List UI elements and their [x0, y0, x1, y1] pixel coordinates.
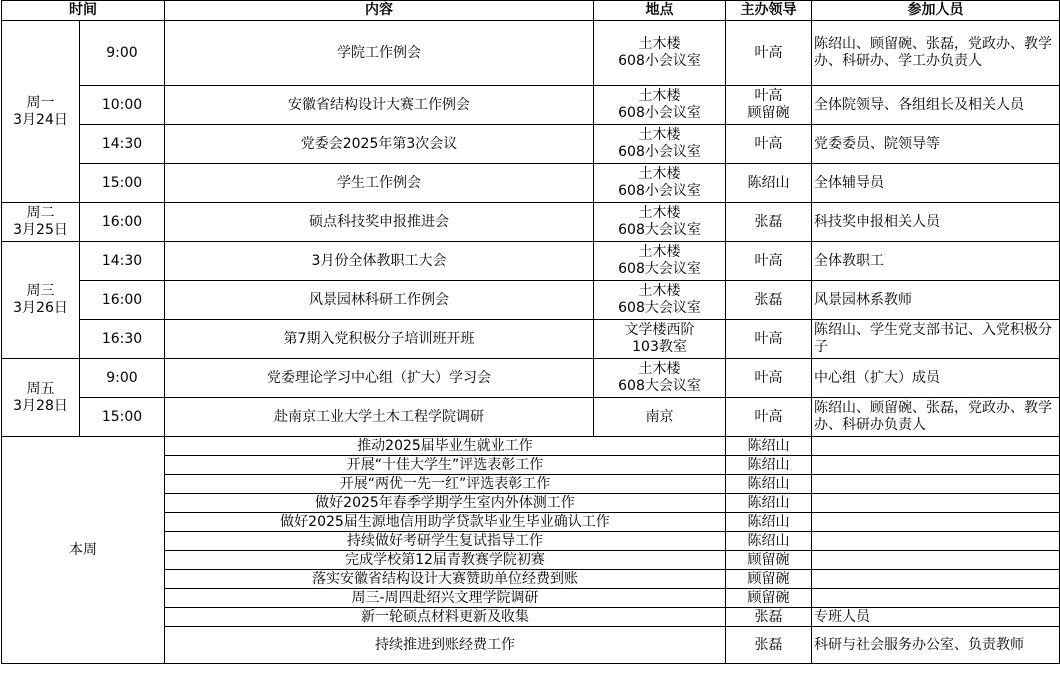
- content-cell: 学院工作例会: [165, 21, 594, 86]
- task-leader-cell: 陈绍山: [726, 532, 812, 551]
- task-row: [2, 437, 1060, 456]
- leader-cell: 叶高: [726, 359, 812, 398]
- task-leader-cell: 张磊: [726, 627, 812, 664]
- time-cell: 16:00: [80, 281, 165, 320]
- participants-cell: 陈绍山、顾留碗、张磊，党政办、教学办、科研办负责人: [812, 398, 1060, 437]
- time-cell: 15:00: [80, 164, 165, 203]
- location-cell: 土木楼 608大会议室: [594, 203, 726, 242]
- location-cell: 土木楼 608小会议室: [594, 125, 726, 164]
- leader-cell: 叶高: [726, 21, 812, 86]
- participants-cell: 全体教职工: [812, 242, 1060, 281]
- task-participants-cell: [812, 589, 1060, 608]
- content-cell: 学生工作例会: [165, 164, 594, 203]
- location-cell: 土木楼 608小会议室: [594, 86, 726, 125]
- leader-cell: 叶高: [726, 320, 812, 359]
- time-cell: 14:30: [80, 125, 165, 164]
- header-time: 时间: [2, 1, 165, 21]
- task-leader-cell: 陈绍山: [726, 494, 812, 513]
- task-leader-cell: 陈绍山: [726, 513, 812, 532]
- task-participants-cell: [812, 475, 1060, 494]
- task-participants-cell: [812, 532, 1060, 551]
- task-content-cell: 开展“十佳大学生”评选表彰工作: [165, 456, 726, 475]
- location-cell: 土木楼 608大会议室: [594, 281, 726, 320]
- participants-cell: 陈绍山、顾留碗、张磊，党政办、教学办、科研办、学工办负责人: [812, 21, 1060, 86]
- task-content-cell: 持续做好考研学生复试指导工作: [165, 532, 726, 551]
- task-content-cell: 开展“两优一先一红”评选表彰工作: [165, 475, 726, 494]
- task-participants-cell: [812, 551, 1060, 570]
- content-cell: 硕点科技奖申报推进会: [165, 203, 594, 242]
- location-cell: 土木楼 608大会议室: [594, 359, 726, 398]
- participants-cell: 陈绍山、学生党支部书记、入党积极分子: [812, 320, 1060, 359]
- time-cell: 10:00: [80, 86, 165, 125]
- content-cell: 风景园林科研工作例会: [165, 281, 594, 320]
- task-leader-cell: 顾留碗: [726, 589, 812, 608]
- time-cell: 14:30: [80, 242, 165, 281]
- task-leader-cell: 陈绍山: [726, 437, 812, 456]
- task-leader-cell: 顾留碗: [726, 570, 812, 589]
- table-row: [2, 125, 1060, 164]
- week-cell: 本周: [2, 437, 165, 664]
- task-content-cell: 落实安徽省结构设计大赛赞助单位经费到账: [165, 570, 726, 589]
- task-leader-cell: 顾留碗: [726, 551, 812, 570]
- content-cell: 安徽省结构设计大赛工作例会: [165, 86, 594, 125]
- table-row: [2, 320, 1060, 359]
- task-participants-cell: 专班人员: [812, 608, 1060, 627]
- task-content-cell: 新一轮硕点材料更新及收集: [165, 608, 726, 627]
- participants-cell: 风景园林系教师: [812, 281, 1060, 320]
- time-cell: 9:00: [80, 21, 165, 86]
- header-location: 地点: [594, 1, 726, 21]
- task-participants-cell: [812, 570, 1060, 589]
- leader-cell: 叶高 顾留碗: [726, 86, 812, 125]
- location-cell: 文学楼西阶 103教室: [594, 320, 726, 359]
- participants-cell: 中心组（扩大）成员: [812, 359, 1060, 398]
- task-leader-cell: 陈绍山: [726, 456, 812, 475]
- location-cell: 南京: [594, 398, 726, 437]
- content-cell: 第7期入党积极分子培训班开班: [165, 320, 594, 359]
- table-row: [2, 281, 1060, 320]
- leader-cell: 陈绍山: [726, 164, 812, 203]
- schedule-table: [1, 0, 1060, 664]
- table-row: [2, 164, 1060, 203]
- content-cell: 党委理论学习中心组（扩大）学习会: [165, 359, 594, 398]
- location-cell: 土木楼 608大会议室: [594, 242, 726, 281]
- task-content-cell: 做好2025届生源地信用助学贷款毕业生毕业确认工作: [165, 513, 726, 532]
- leader-cell: 叶高: [726, 398, 812, 437]
- task-content-cell: 完成学校第12届青教赛学院初赛: [165, 551, 726, 570]
- time-cell: 16:30: [80, 320, 165, 359]
- task-leader-cell: 张磊: [726, 608, 812, 627]
- participants-cell: 全体辅导员: [812, 164, 1060, 203]
- content-cell: 赴南京工业大学土木工程学院调研: [165, 398, 594, 437]
- day-cell: 周一 3月24日: [2, 21, 80, 203]
- day-cell: 周三 3月26日: [2, 242, 80, 359]
- participants-cell: 党委委员、院领导等: [812, 125, 1060, 164]
- task-participants-cell: 科研与社会服务办公室、负责教师: [812, 627, 1060, 664]
- participants-cell: 全体院领导、各组组长及相关人员: [812, 86, 1060, 125]
- day-cell: 周五 3月28日: [2, 359, 80, 437]
- task-content-cell: 周三-周四赴绍兴文理学院调研: [165, 589, 726, 608]
- header-row: [2, 1, 1060, 21]
- task-participants-cell: [812, 494, 1060, 513]
- time-cell: 9:00: [80, 359, 165, 398]
- table-row: [2, 203, 1060, 242]
- leader-cell: 张磊: [726, 203, 812, 242]
- table-row: [2, 398, 1060, 437]
- task-participants-cell: [812, 513, 1060, 532]
- content-cell: 3月份全体教职工大会: [165, 242, 594, 281]
- leader-cell: 张磊: [726, 281, 812, 320]
- header-leader: 主办领导: [726, 1, 812, 21]
- leader-cell: 叶高: [726, 125, 812, 164]
- day-cell: 周二 3月25日: [2, 203, 80, 242]
- task-content-cell: 持续推进到账经费工作: [165, 627, 726, 664]
- table-row: [2, 86, 1060, 125]
- participants-cell: 科技奖申报相关人员: [812, 203, 1060, 242]
- task-content-cell: 推动2025届毕业生就业工作: [165, 437, 726, 456]
- header-participants: 参加人员: [812, 1, 1060, 21]
- task-participants-cell: [812, 437, 1060, 456]
- location-cell: 土木楼 608小会议室: [594, 164, 726, 203]
- table-row: [2, 242, 1060, 281]
- time-cell: 16:00: [80, 203, 165, 242]
- leader-cell: 叶高: [726, 242, 812, 281]
- table-row: [2, 359, 1060, 398]
- location-cell: 土木楼 608小会议室: [594, 21, 726, 86]
- task-participants-cell: [812, 456, 1060, 475]
- header-content: 内容: [165, 1, 594, 21]
- task-content-cell: 做好2025年春季学期学生室内外体测工作: [165, 494, 726, 513]
- content-cell: 党委会2025年第3次会议: [165, 125, 594, 164]
- table-row: [2, 21, 1060, 86]
- time-cell: 15:00: [80, 398, 165, 437]
- task-leader-cell: 陈绍山: [726, 475, 812, 494]
